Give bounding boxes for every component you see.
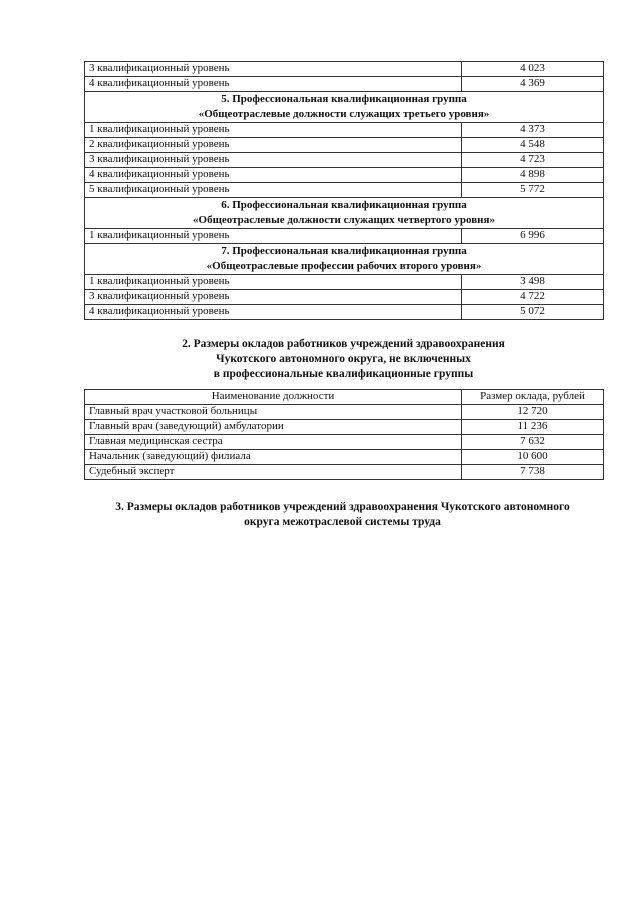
section-2-heading bbox=[84, 337, 603, 382]
group-title: 5. Профессиональная квалификационная группа bbox=[221, 93, 467, 105]
level-label: 1 квалификационный уровень bbox=[85, 123, 462, 138]
group-header-row bbox=[85, 198, 604, 229]
position-label: Главная медицинская сестра bbox=[85, 435, 462, 450]
salary-value: 7 632 bbox=[462, 435, 604, 450]
heading-line: Чукотского автономного округа, не включенных bbox=[216, 353, 471, 365]
heading-line: 3. Размеры окладов работников учреждений здравоохранения Чукотского автономного bbox=[115, 501, 570, 513]
salary-value: 5 072 bbox=[462, 305, 604, 320]
salary-value: 5 772 bbox=[462, 183, 604, 198]
level-label: 5 квалификационный уровень bbox=[85, 183, 462, 198]
level-label: 1 квалификационный уровень bbox=[85, 275, 462, 290]
salary-value: 11 236 bbox=[462, 420, 604, 435]
level-label: 4 квалификационный уровень bbox=[85, 168, 462, 183]
group-subtitle: «Общеотраслевые должности служащих третьего уровня» bbox=[198, 108, 490, 120]
table-row bbox=[85, 168, 604, 183]
salary-value: 4 548 bbox=[462, 138, 604, 153]
level-label: 3 квалификационный уровень bbox=[85, 62, 462, 77]
table-row bbox=[85, 450, 604, 465]
column-header-position: Наименование должности bbox=[85, 390, 462, 405]
group-header-6 bbox=[85, 198, 604, 229]
salary-value: 10 600 bbox=[462, 450, 604, 465]
table-row bbox=[85, 290, 604, 305]
group-header-row bbox=[85, 244, 604, 275]
heading-line: округа межотраслевой системы труда bbox=[244, 516, 441, 528]
group-header-7 bbox=[85, 244, 604, 275]
salary-value: 4 369 bbox=[462, 77, 604, 92]
table-row bbox=[85, 153, 604, 168]
position-label: Судебный эксперт bbox=[85, 465, 462, 480]
table-row bbox=[85, 435, 604, 450]
heading-line: 2. Размеры окладов работников учреждений здравоохранения bbox=[182, 338, 505, 350]
position-label: Главный врач участковой больницы bbox=[85, 405, 462, 420]
table-row bbox=[85, 62, 604, 77]
section-3-heading bbox=[70, 500, 615, 530]
table-row bbox=[85, 123, 604, 138]
salary-value: 4 898 bbox=[462, 168, 604, 183]
table-row bbox=[85, 77, 604, 92]
group-subtitle: «Общеотраслевые должности служащих четвертого уровня» bbox=[193, 214, 495, 226]
salary-table-other-positions bbox=[84, 389, 604, 480]
table-row bbox=[85, 465, 604, 480]
table-row bbox=[85, 229, 604, 244]
table-header-row bbox=[85, 390, 604, 405]
position-label: Главный врач (заведующий) амбулатории bbox=[85, 420, 462, 435]
level-label: 2 квалификационный уровень bbox=[85, 138, 462, 153]
group-header-5 bbox=[85, 92, 604, 123]
salary-value: 4 722 bbox=[462, 290, 604, 305]
salary-value: 4 723 bbox=[462, 153, 604, 168]
salary-value: 12 720 bbox=[462, 405, 604, 420]
group-header-row bbox=[85, 92, 604, 123]
table-row bbox=[85, 405, 604, 420]
table-row bbox=[85, 305, 604, 320]
salary-value: 7 738 bbox=[462, 465, 604, 480]
table-row bbox=[85, 183, 604, 198]
level-label: 4 квалификационный уровень bbox=[85, 305, 462, 320]
salary-value: 4 373 bbox=[462, 123, 604, 138]
table-row bbox=[85, 420, 604, 435]
table-row bbox=[85, 138, 604, 153]
group-title: 7. Профессиональная квалификационная группа bbox=[221, 245, 467, 257]
level-label: 3 квалификационный уровень bbox=[85, 290, 462, 305]
salary-value: 3 498 bbox=[462, 275, 604, 290]
position-label: Начальник (заведующий) филиала bbox=[85, 450, 462, 465]
group-subtitle: «Общеотраслевые профессии рабочих второго уровня» bbox=[206, 260, 482, 272]
salary-table-professional-groups bbox=[84, 61, 604, 320]
column-header-salary: Размер оклада, рублей bbox=[462, 390, 604, 405]
level-label: 3 квалификационный уровень bbox=[85, 153, 462, 168]
salary-value: 4 023 bbox=[462, 62, 604, 77]
table-row bbox=[85, 275, 604, 290]
salary-value: 6 996 bbox=[462, 229, 604, 244]
heading-line: в профессиональные квалификационные группы bbox=[213, 368, 474, 380]
level-label: 1 квалификационный уровень bbox=[85, 229, 462, 244]
group-title: 6. Профессиональная квалификационная группа bbox=[221, 199, 467, 211]
level-label: 4 квалификационный уровень bbox=[85, 77, 462, 92]
